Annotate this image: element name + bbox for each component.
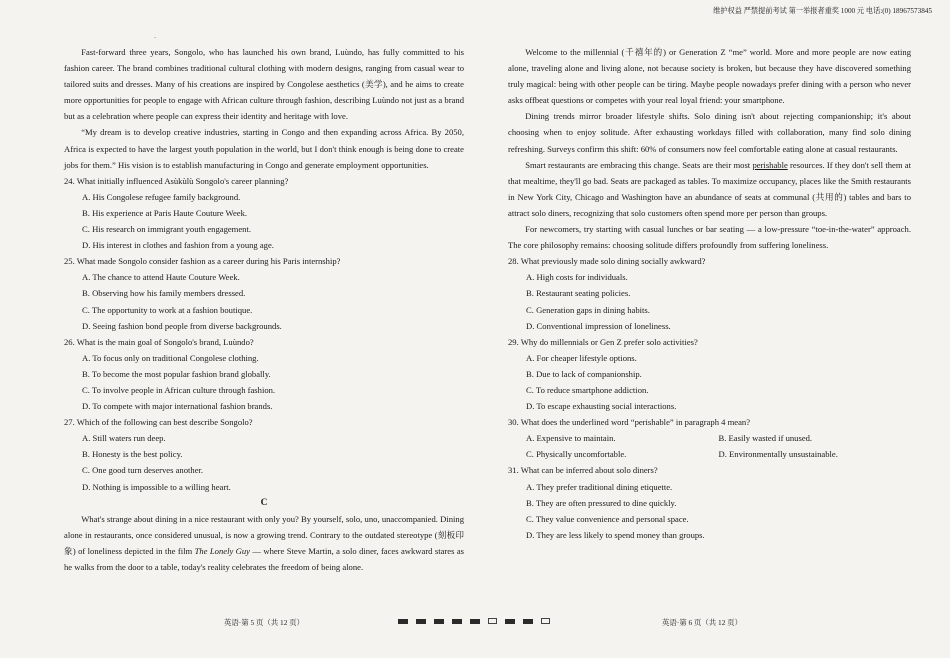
question-28	[508, 253, 911, 333]
paragraph: “My dream is to develop creative industries, starting in Congo and then expanding across Africa. By 2050, Africa is expected to have the largest youth population in the world, but I don't think enough is being done to create jobs for them.” His vision is to establish manufacturing in Congo and generate employment opportunities.	[64, 127, 464, 170]
right-column	[508, 44, 911, 543]
paragraph-text: — where Steve Martin, a solo diner, faces awkward stares as he walks from the door to a table, today's reality celebrates the freedom of being alone.	[64, 545, 464, 572]
option: D. They are less likely to spend money than groups.	[526, 529, 705, 540]
option: A. High costs for individuals.	[526, 272, 628, 283]
question-stem: 28. What previously made solo dining socially awkward?	[508, 256, 706, 267]
option: D. Seeing fashion bond people from diverse backgrounds.	[82, 320, 282, 331]
option: A. They prefer traditional dining etiquette.	[526, 481, 673, 492]
option-row	[526, 446, 911, 462]
page-number-right: 英语·第 6 页（共 12 页）	[662, 618, 743, 627]
page-number-left: 英语·第 5 页（共 12 页）	[224, 618, 305, 627]
option: A. The chance to attend Haute Couture Week.	[82, 272, 240, 283]
right-page	[475, 0, 950, 658]
option: A. Expensive to maintain.	[526, 433, 616, 444]
question-26	[64, 334, 464, 414]
paragraph	[64, 511, 464, 575]
question-25	[64, 253, 464, 333]
paragraph: Fast-forward three years, Songolo, who has launched his own brand, Luùndo, has fully committed to his fashion career. The brand combines traditional cultural clothing with modern designs, ranging from casual wear to tailored suits and dresses. Many of his creations are inspired by Congolese aesthetics (美学), and he aims to create more opportunities for people to engage with African culture through fashion, describing Luùndo not just as a brand but as a celebration where people can express their identity and heritage with love.	[64, 47, 464, 122]
registration-mark	[416, 619, 426, 624]
option: C. The opportunity to work at a fashion boutique.	[82, 304, 253, 315]
left-column	[64, 44, 464, 575]
registration-mark-hollow	[541, 618, 550, 624]
registration-mark	[470, 619, 480, 624]
option: C. To reduce smartphone addiction.	[526, 384, 649, 395]
question-stem: 29. Why do millennials or Gen Z prefer solo activities?	[508, 336, 698, 347]
registration-mark	[434, 619, 444, 624]
question-stem: 30. What does the underlined word “perishable” in paragraph 4 mean?	[508, 417, 751, 428]
option: B. His experience at Paris Haute Couture Week.	[82, 207, 248, 218]
paragraph-text: Smart restaurants are embracing this change. Seats are their most	[525, 159, 753, 170]
film-title: The Lonely Guy	[194, 545, 250, 556]
option: A. His Congolese refugee family background.	[82, 191, 241, 202]
exam-notice-header: 维护权益 严禁提前考试 第一举报者重奖 1000 元 电话:(0) 18967573845	[713, 7, 932, 15]
option: B. Restaurant seating policies.	[526, 288, 631, 299]
option: C. One good turn deserves another.	[82, 465, 204, 476]
option: B. Observing how his family members dressed.	[82, 288, 246, 299]
registration-mark	[505, 619, 515, 624]
paragraph: For newcomers, try starting with casual lunches or bar seating — a low-pressure “toe-in-the-water” approach. The core philosophy remains: choosing solitude differs profoundly from suffering loneliness.	[508, 224, 911, 251]
option: C. They value convenience and personal space.	[526, 513, 689, 524]
registration-mark	[523, 619, 533, 624]
option: D. To escape exhausting social interactions.	[526, 401, 677, 412]
option: D. Conventional impression of loneliness.	[526, 320, 671, 331]
registration-mark	[398, 619, 408, 624]
option: A. Still waters run deep.	[82, 433, 166, 444]
question-24	[64, 173, 464, 253]
paragraph: Dining trends mirror broader lifestyle shifts. Solo dining isn't about rejecting companionship; it's about choosing when to enjoy solitude. After exhausting workdays filled with collaboration, many find solo dining refreshing. Surveys confirm this shift: 60% of consumers now feel comfortable eating alone at casual restaurants.	[508, 111, 911, 154]
paragraph: Welcome to the millennial (千禧年的) or Generation Z “me” world. More and more people are now eating alone, traveling alone and living alone, not because society is broken, but because they have discovered something truly magical: being with other people can be tiring. Maybe people nowadays prefer dining with a person who never asks offbeat questions or competes with your real loyal friend: your smartphone.	[508, 47, 911, 106]
option: C. His research on immigrant youth engagement.	[82, 224, 252, 235]
option: C. To involve people in African culture through fashion.	[82, 384, 276, 395]
section-title: C	[260, 497, 268, 508]
question-29	[508, 334, 911, 414]
option: A. For cheaper lifestyle options.	[526, 352, 637, 363]
underlined-word: perishable	[752, 159, 788, 170]
question-30	[508, 414, 911, 462]
registration-mark-hollow	[488, 618, 497, 624]
question-stem: 31. What can be inferred about solo diners?	[508, 465, 658, 476]
option: D. His interest in clothes and fashion from a young age.	[82, 240, 274, 251]
option: D. Nothing is impossible to a willing heart.	[82, 481, 231, 492]
question-stem: 24. What initially influenced Asùkùlù Songolo's career planning?	[64, 175, 289, 186]
question-stem: 25. What made Songolo consider fashion as a career during his Paris internship?	[64, 256, 341, 267]
option: B. Easily wasted if unused.	[718, 433, 813, 444]
question-27	[64, 414, 464, 494]
registration-mark	[452, 619, 462, 624]
option-row	[526, 430, 911, 446]
paragraph-text: resources. If they don't sell them at that mealtime, they'll go bad. Seats are packaged as tables. To maximize occupancy, places like the Smith restaurants in New York City, Chicago and Washington have an abundance of seats at communal (共用的) tables and bars to attract solo diners, recognizing that solo customers often spend more per person than groups.	[508, 159, 911, 218]
option: D. Environmentally unsustainable.	[718, 449, 838, 460]
option: D. To compete with major international fashion brands.	[82, 401, 273, 412]
option: A. To focus only on traditional Congolese clothing.	[82, 352, 259, 363]
option: B. They are often pressured to dine quickly.	[526, 497, 677, 508]
paragraph	[508, 157, 911, 221]
stray-mark: ˋ	[154, 36, 157, 44]
option: B. Due to lack of companionship.	[526, 368, 642, 379]
option: C. Generation gaps in dining habits.	[526, 304, 650, 315]
registration-marks	[398, 618, 550, 624]
option: B. To become the most popular fashion brand globally.	[82, 368, 271, 379]
question-stem: 27. Which of the following can best describe Songolo?	[64, 417, 253, 428]
option: B. Honesty is the best policy.	[82, 449, 183, 460]
paragraph-text: What's strange about dining in a nice restaurant with only you? By yourself, solo, uno, unaccompanied. Dining alone in restaurants, once considered unusual, is now a growing trend. Contrary to the outdated stereotype (刻板印象) of loneliness depicted in the film	[64, 513, 464, 556]
question-31	[508, 462, 911, 542]
question-stem: 26. What is the main goal of Songolo's brand, Luùndo?	[64, 336, 254, 347]
option: C. Physically uncomfortable.	[526, 449, 627, 460]
